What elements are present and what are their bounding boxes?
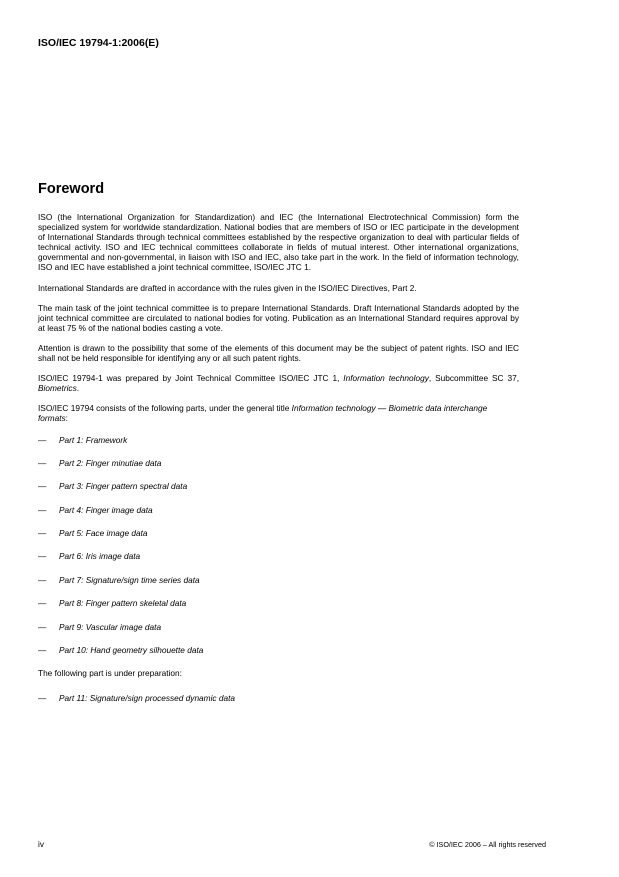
committee-title: Information technology (343, 373, 429, 384)
parts-list (38, 435, 519, 656)
list-item (38, 622, 519, 632)
part-title: Part 7: Signature/sign time series data (59, 574, 200, 585)
dash-bullet: — (38, 574, 47, 585)
list-item (38, 481, 519, 491)
prepared-by-middle: , Subcommittee SC 37, (428, 373, 519, 384)
part-title: Part 1: Framework (59, 434, 128, 445)
general-title: Information technology — Biometric data interchange formats (38, 403, 488, 424)
part-title: Part 2: Finger minutiae data (59, 457, 162, 468)
part-title: Part 10: Hand geometry silhouette data (59, 645, 204, 656)
part-title: Part 11: Signature/sign processed dynamic data (59, 692, 236, 703)
prepared-by-suffix: . (76, 383, 80, 394)
part-title: Part 6: Iris image data (59, 551, 141, 562)
dash-bullet: — (38, 481, 47, 492)
dash-bullet: — (38, 504, 47, 515)
parts-intro-suffix: : (65, 413, 68, 424)
page-number: iv (38, 839, 44, 849)
part-title: Part 4: Finger image data (59, 504, 153, 515)
paragraph-prepared-by (38, 373, 519, 393)
dash-bullet: — (38, 645, 47, 656)
list-item (38, 505, 519, 515)
paragraph-patent-rights: Attention is drawn to the possibility that some of the elements of this document may be the subject of patent rights. ISO and IEC shall not be held responsible for identifying any or all such patent rights. (38, 342, 519, 364)
paragraph-organizations: ISO (the International Organization for Standardization) and IEC (the International Electrotechnical Commission) form the specialized system for worldwide standardization. National bodies that are members of ISO or IEC participate in the development of International Standards through technical committees established by the respective organization to deal with particular fields of technical activity. ISO and IEC technical committees collaborate in fields of mutual interest. Other international organizations, governmental and non-governmental, in liaison with ISO and IEC, also take part in the work. In the field of information technology, ISO and IEC have established a joint technical committee, ISO/IEC JTC 1. (38, 212, 519, 273)
dash-bullet: — (38, 551, 47, 562)
dash-bullet: — (38, 621, 47, 632)
dash-bullet: — (38, 457, 47, 468)
foreword-body (38, 212, 519, 716)
paragraph-parts-intro (38, 403, 519, 423)
document-id: ISO/IEC 19794-1:2006(E) (38, 37, 159, 49)
paragraph-preparation-intro: The following part is under preparation: (38, 668, 182, 679)
dash-bullet: — (38, 528, 47, 539)
paragraph-drafting-rules: International Standards are drafted in accordance with the rules given in the ISO/IEC Directives, Part 2. (38, 282, 417, 293)
part-title: Part 5: Face image data (59, 528, 148, 539)
dash-bullet: — (38, 598, 47, 609)
paragraph-main-task: The main task of the joint technical committee is to prepare International Standards. Draft International Standards adopted by the joint technical committee are circulated to national bodies for voting. Publication as an International Standard requires approval by at least 75 % of the national bodies casting a vote. (38, 302, 519, 333)
copyright-notice: © ISO/IEC 2006 – All rights reserved (429, 840, 546, 849)
list-item (38, 645, 519, 655)
parts-in-preparation-list (38, 693, 519, 703)
dash-bullet: — (38, 692, 47, 703)
list-item (38, 693, 519, 703)
list-item (38, 458, 519, 468)
list-item (38, 551, 519, 561)
parts-intro-prefix: ISO/IEC 19794 consists of the following parts, under the general title (38, 403, 292, 414)
list-item (38, 575, 519, 585)
prepared-by-prefix: ISO/IEC 19794-1 was prepared by Joint Technical Committee ISO/IEC JTC 1, (38, 373, 344, 384)
subcommittee-title: Biometrics (38, 383, 77, 394)
page-title: Foreword (38, 181, 105, 197)
dash-bullet: — (38, 434, 47, 445)
list-item (38, 435, 519, 445)
part-title: Part 3: Finger pattern spectral data (59, 481, 188, 492)
part-title: Part 8: Finger pattern skeletal data (59, 598, 187, 609)
list-item (38, 528, 519, 538)
list-item (38, 598, 519, 608)
part-title: Part 9: Vascular image data (59, 621, 162, 632)
